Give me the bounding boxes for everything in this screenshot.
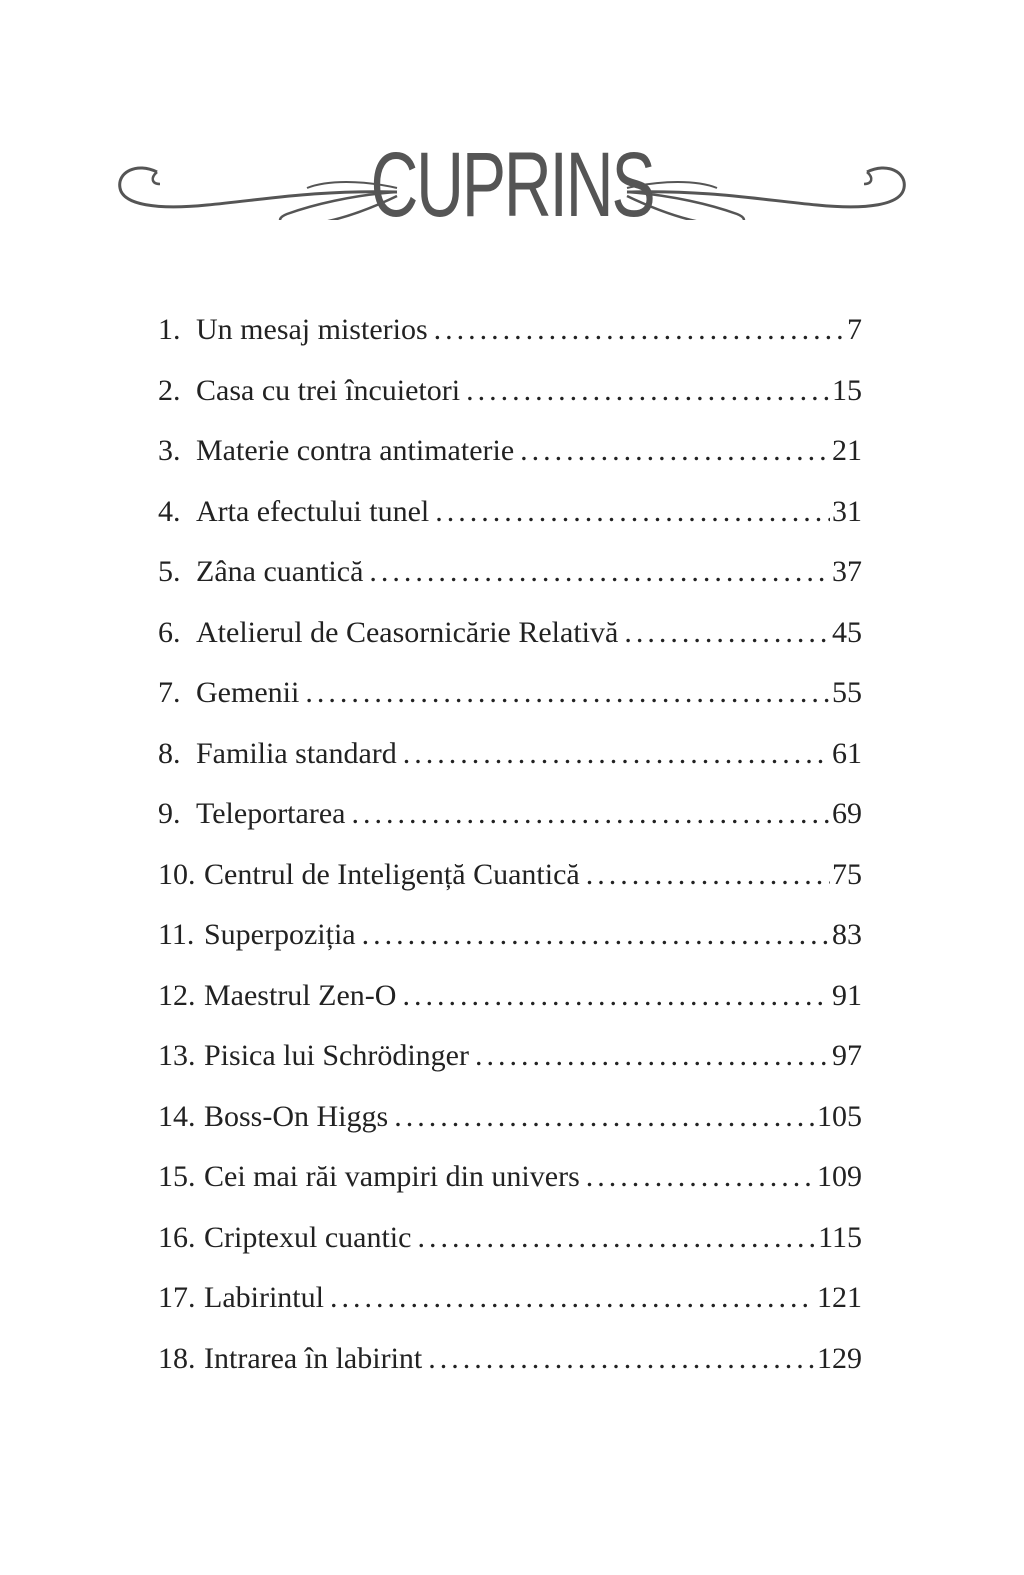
- page-number: 105: [817, 1099, 862, 1133]
- dot-leader: [435, 482, 830, 542]
- chapter-title: Teleportarea: [196, 797, 346, 830]
- dot-leader: [394, 1087, 815, 1147]
- chapter-title: Familia standard: [196, 736, 397, 770]
- dot-leader: [362, 905, 830, 965]
- toc-entry: [158, 663, 862, 724]
- toc-entry: [158, 361, 862, 422]
- page-number: 75: [832, 857, 862, 891]
- chapter-title: Pisica lui Schrödinger: [204, 1039, 469, 1072]
- toc-entry: [158, 482, 862, 543]
- dot-leader: [369, 542, 830, 602]
- right-flourish-ornament: [622, 150, 912, 220]
- chapter-title: Casa cu trei încuietori: [196, 373, 461, 407]
- toc-entry: [158, 784, 862, 845]
- dot-leader: [586, 845, 830, 905]
- chapter-number: 14.: [158, 1099, 196, 1133]
- dot-leader: [434, 300, 845, 360]
- chapter-number: 12.: [158, 978, 196, 1012]
- toc-entry: [158, 603, 862, 664]
- page-number: 121: [817, 1281, 862, 1314]
- toc-entry: [158, 1026, 862, 1087]
- chapter-title: Un mesaj misterios: [196, 313, 428, 346]
- chapter-title: Cei mai răi vampiri din univers: [204, 1160, 580, 1193]
- chapter-title: Zâna cuantică: [196, 555, 364, 588]
- dot-leader: [351, 784, 830, 844]
- dot-leader: [466, 361, 830, 421]
- chapter-number: 6.: [158, 615, 181, 649]
- dot-leader: [586, 1147, 815, 1207]
- chapter-title: Materie contra antimaterie: [196, 434, 515, 467]
- dot-leader: [403, 724, 830, 784]
- chapter-title: Criptexul cuantic: [204, 1220, 412, 1254]
- page-number: 109: [817, 1160, 862, 1193]
- toc-entry: [158, 1329, 862, 1390]
- toc-entry: [158, 1087, 862, 1148]
- chapter-number: 5.: [158, 555, 181, 588]
- page-number: 69: [832, 797, 862, 830]
- dot-leader: [475, 1026, 830, 1086]
- page-number: 115: [818, 1220, 862, 1254]
- chapter-number: 11.: [158, 918, 195, 951]
- page-number: 91: [832, 978, 862, 1012]
- dot-leader: [624, 603, 830, 663]
- page-number: 97: [832, 1039, 862, 1072]
- toc-entry: [158, 724, 862, 785]
- page-number: 129: [817, 1341, 862, 1375]
- chapter-title: Gemenii: [196, 676, 300, 709]
- chapter-title: Maestrul Zen-O: [204, 978, 397, 1012]
- page-number: 55: [832, 676, 862, 709]
- chapter-title: Boss-On Higgs: [204, 1099, 389, 1133]
- page-title: CUPRINS: [370, 134, 654, 236]
- chapter-number: 13.: [158, 1039, 196, 1072]
- dot-leader: [330, 1268, 815, 1328]
- page-number: 7: [847, 313, 862, 346]
- chapter-title: Superpoziția: [204, 918, 356, 951]
- page-number: 21: [832, 434, 862, 467]
- toc-entry: [158, 905, 862, 966]
- chapter-number: 3.: [158, 434, 181, 467]
- toc-entry: [158, 1208, 862, 1269]
- chapter-number: 15.: [158, 1160, 196, 1193]
- dot-leader: [402, 966, 830, 1026]
- toc-entry: [158, 421, 862, 482]
- chapter-number: 18.: [158, 1341, 196, 1375]
- toc-entry: [158, 845, 862, 906]
- chapter-title: Atelierul de Ceasornicărie Relativă: [196, 615, 619, 649]
- dot-leader: [417, 1208, 816, 1268]
- chapter-number: 2.: [158, 373, 181, 407]
- chapter-number: 9.: [158, 797, 181, 830]
- page-number: 61: [832, 736, 862, 770]
- dot-leader: [428, 1329, 815, 1389]
- toc-entry: [158, 1147, 862, 1208]
- table-of-contents: [158, 300, 862, 1389]
- page-header: [0, 130, 1024, 240]
- chapter-number: 10.: [158, 857, 196, 891]
- toc-entry: [158, 1268, 862, 1329]
- chapter-number: 8.: [158, 736, 181, 770]
- page-number: 83: [832, 918, 862, 951]
- chapter-number: 1.: [158, 313, 181, 346]
- chapter-title: Intrarea în labirint: [204, 1341, 423, 1375]
- chapter-title: Labirintul: [204, 1281, 324, 1314]
- toc-entry: [158, 300, 862, 361]
- page-number: 37: [832, 555, 862, 588]
- chapter-number: 4.: [158, 494, 181, 528]
- chapter-title: Centrul de Inteligență Cuantică: [204, 857, 580, 891]
- toc-entry: [158, 542, 862, 603]
- page-number: 15: [832, 373, 862, 407]
- chapter-number: 17.: [158, 1281, 196, 1314]
- page-number: 31: [832, 494, 862, 528]
- chapter-number: 16.: [158, 1220, 196, 1254]
- chapter-title: Arta efectului tunel: [196, 494, 430, 528]
- toc-entry: [158, 966, 862, 1027]
- page-number: 45: [832, 615, 862, 649]
- dot-leader: [520, 421, 830, 481]
- dot-leader: [305, 663, 830, 723]
- chapter-number: 7.: [158, 676, 181, 709]
